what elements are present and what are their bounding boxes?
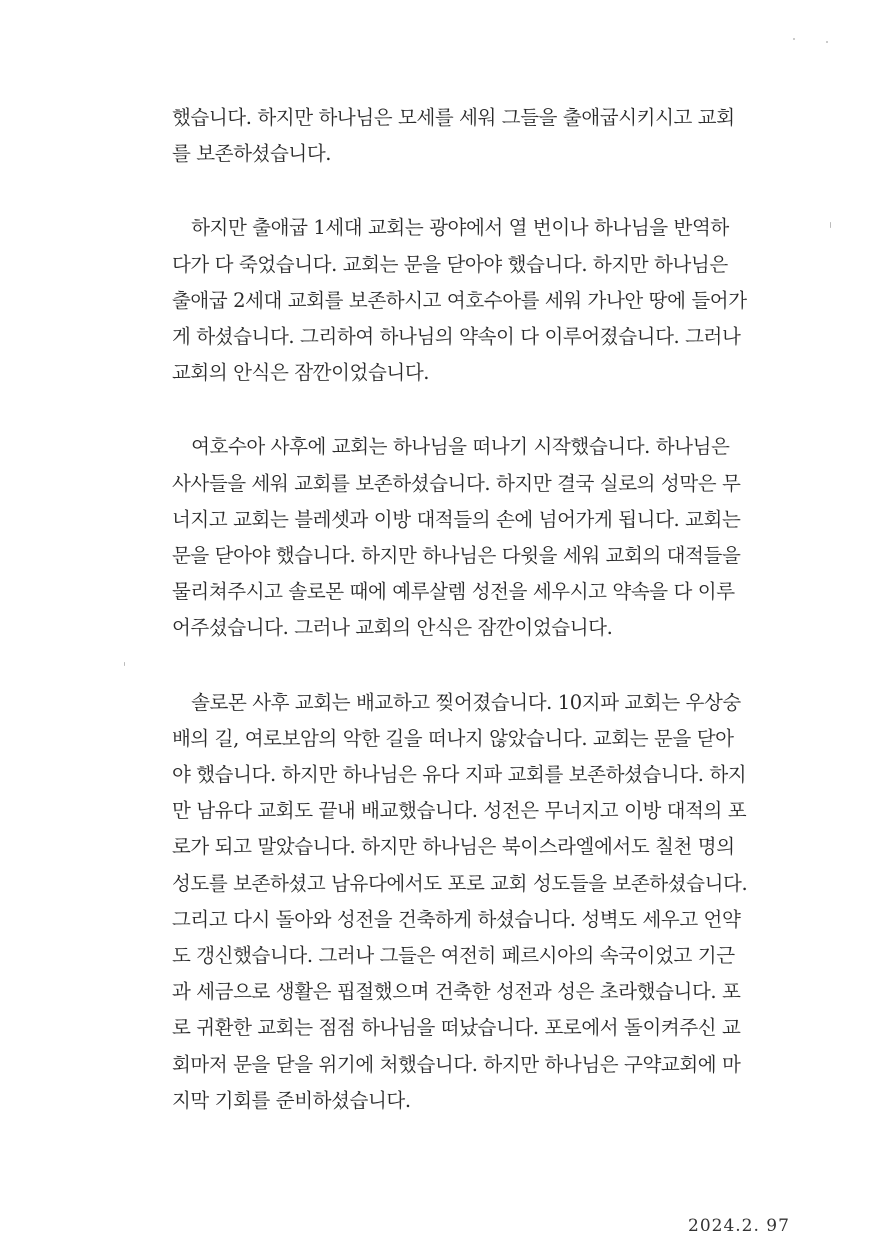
paragraph-4: 솔로몬 사후 교회는 배교하고 찢어졌습니다. 10지파 교회는 우상숭 배의 길, 여로보암의 악한 길을 떠나지 않았습니다. 교회는 문을 닫아 야 했습니다. 하지만 하나님은 유다 지파 교회를 보존하셨습니다. 하지 만 남유다 교회도 끝내 배교했습니다. 성전은 무너지고 이방 대적의 포 로가 되고 말았습니다. 하지만 하나님은 북이스라엘에서도 칠천 명의 성도를 보존하셨고 남유다에서도 포로 교회 성도들을 보존하셨습니다. 그리고 다시 돌아와 성전을 건축하게 하셨습니다. 성벽도 세우고 언약 도 갱신했습니다. 그러나 그들은 여전히 페르시아의 속국이었고 기근 과 세금으로 생활은 핍절했으며 건축한 성전과 성은 초라했습니다. 포 로 귀환한 교회는 점점 하나님을 떠났습니다. 포로에서 돌이켜주신 교 회마저 문을 닫을 위기에 처했습니다. 하지만 하나님은 구약교회에 마 지막 기회를 준비하셨습니다. [172, 690, 748, 1112]
paragraph-3: 여호수아 사후에 교회는 하나님을 떠나기 시작했습니다. 하나님은 사사들을 세워 교회를 보존하셨습니다. 하지만 결국 실로의 성막은 무 너지고 교회는 블레셋과 이방 대적들의 손에 넘어가게 됩니다. 교회는 문을 닫아야 했습니다. 하지만 하나님은 다윗을 세워 교회의 대적들을 물리쳐주시고 솔로몬 때에 예루살렘 성전을 세우시고 약속을 다 이루 어주셨습니다. 그러나 교회의 안식은 잠깐이었습니다. [172, 435, 741, 640]
scan-speck [124, 662, 125, 666]
body-text [172, 100, 776, 1157]
scan-speck [830, 222, 831, 228]
page-footer: 2024.2. 97 [688, 1216, 790, 1236]
scan-speck [826, 41, 828, 43]
scan-speck [793, 38, 795, 40]
paragraph-2: 하지만 출애굽 1세대 교회는 광야에서 열 번이나 하나님을 반역하 다가 다 죽었습니다. 교회는 문을 닫아야 했습니다. 하지만 하나님은 출애굽 2세대 교회를 보존하시고 여호수아를 세워 가나안 땅에 들어가 게 하셨습니다. 그리하여 하나님의 약속이 다 이루어졌습니다. 그러나 교회의 안식은 잠깐이었습니다. [172, 216, 747, 385]
paragraph-1: 했습니다. 하지만 하나님은 모세를 세워 그들을 출애굽시키시고 교회 를 보존하셨습니다. [172, 106, 735, 166]
